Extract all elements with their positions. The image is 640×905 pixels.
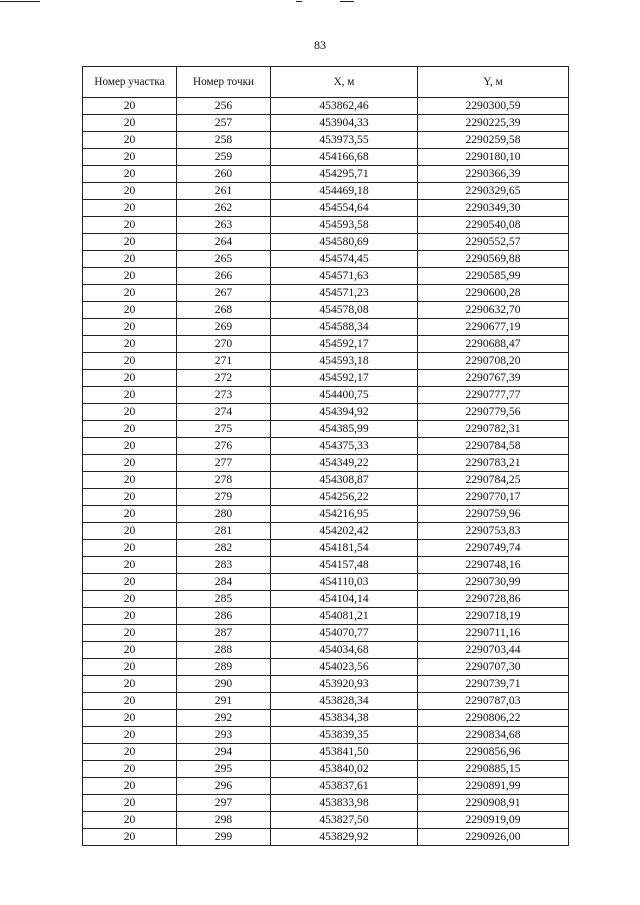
y-coordinate-cell: 2290703,44	[418, 642, 569, 659]
table-header-row	[83, 67, 569, 98]
plot-number-cell: 20	[83, 608, 177, 625]
header-x-coordinate: X, м	[271, 67, 418, 98]
point-number-cell: 283	[177, 557, 271, 574]
point-number-cell: 258	[177, 132, 271, 149]
y-coordinate-cell: 2290329,65	[418, 183, 569, 200]
x-coordinate-cell: 454166,68	[271, 149, 418, 166]
point-number-cell: 270	[177, 336, 271, 353]
table-row	[83, 693, 569, 710]
plot-number-cell: 20	[83, 659, 177, 676]
point-number-cell: 284	[177, 574, 271, 591]
point-number-cell: 263	[177, 217, 271, 234]
point-number-cell: 279	[177, 489, 271, 506]
plot-number-cell: 20	[83, 710, 177, 727]
plot-number-cell: 20	[83, 455, 177, 472]
point-number-cell: 282	[177, 540, 271, 557]
y-coordinate-cell: 2290856,96	[418, 744, 569, 761]
y-coordinate-cell: 2290708,20	[418, 353, 569, 370]
x-coordinate-cell: 453828,34	[271, 693, 418, 710]
plot-number-cell: 20	[83, 489, 177, 506]
point-number-cell: 288	[177, 642, 271, 659]
point-number-cell: 266	[177, 268, 271, 285]
point-number-cell: 281	[177, 523, 271, 540]
x-coordinate-cell: 453839,35	[271, 727, 418, 744]
table-row	[83, 676, 569, 693]
y-coordinate-cell: 2290739,71	[418, 676, 569, 693]
y-coordinate-cell: 2290632,70	[418, 302, 569, 319]
plot-number-cell: 20	[83, 217, 177, 234]
table-row	[83, 183, 569, 200]
x-coordinate-cell: 454349,22	[271, 455, 418, 472]
y-coordinate-cell: 2290180,10	[418, 149, 569, 166]
y-coordinate-cell: 2290730,99	[418, 574, 569, 591]
y-coordinate-cell: 2290759,96	[418, 506, 569, 523]
x-coordinate-cell: 454469,18	[271, 183, 418, 200]
table-row	[83, 455, 569, 472]
x-coordinate-cell: 454592,17	[271, 336, 418, 353]
table-row	[83, 404, 569, 421]
x-coordinate-cell: 454034,68	[271, 642, 418, 659]
point-number-cell: 267	[177, 285, 271, 302]
y-coordinate-cell: 2290688,47	[418, 336, 569, 353]
y-coordinate-cell: 2290767,39	[418, 370, 569, 387]
point-number-cell: 291	[177, 693, 271, 710]
plot-number-cell: 20	[83, 812, 177, 829]
plot-number-cell: 20	[83, 285, 177, 302]
y-coordinate-cell: 2290585,99	[418, 268, 569, 285]
point-number-cell: 269	[177, 319, 271, 336]
y-coordinate-cell: 2290908,91	[418, 795, 569, 812]
y-coordinate-cell: 2290259,58	[418, 132, 569, 149]
plot-number-cell: 20	[83, 693, 177, 710]
y-coordinate-cell: 2290225,39	[418, 115, 569, 132]
y-coordinate-cell: 2290753,83	[418, 523, 569, 540]
y-coordinate-cell: 2290300,59	[418, 98, 569, 115]
plot-number-cell: 20	[83, 404, 177, 421]
y-coordinate-cell: 2290552,57	[418, 234, 569, 251]
point-number-cell: 272	[177, 370, 271, 387]
x-coordinate-cell: 453833,98	[271, 795, 418, 812]
plot-number-cell: 20	[83, 353, 177, 370]
x-coordinate-cell: 454385,99	[271, 421, 418, 438]
table-row	[83, 353, 569, 370]
point-number-cell: 276	[177, 438, 271, 455]
table-row	[83, 98, 569, 115]
x-coordinate-cell: 454592,17	[271, 370, 418, 387]
point-number-cell: 278	[177, 472, 271, 489]
y-coordinate-cell: 2290784,58	[418, 438, 569, 455]
y-coordinate-cell: 2290677,19	[418, 319, 569, 336]
x-coordinate-cell: 454400,75	[271, 387, 418, 404]
point-number-cell: 286	[177, 608, 271, 625]
x-coordinate-cell: 453904,33	[271, 115, 418, 132]
y-coordinate-cell: 2290806,22	[418, 710, 569, 727]
table-row	[83, 812, 569, 829]
table-row	[83, 251, 569, 268]
table-row	[83, 115, 569, 132]
plot-number-cell: 20	[83, 557, 177, 574]
plot-number-cell: 20	[83, 778, 177, 795]
header-plot-number: Номер участка	[83, 67, 177, 98]
coordinates-table	[82, 66, 569, 846]
point-number-cell: 290	[177, 676, 271, 693]
point-number-cell: 289	[177, 659, 271, 676]
x-coordinate-cell: 454110,03	[271, 574, 418, 591]
table-row	[83, 625, 569, 642]
point-number-cell: 293	[177, 727, 271, 744]
header-y-coordinate: Y, м	[418, 67, 569, 98]
point-number-cell: 294	[177, 744, 271, 761]
y-coordinate-cell: 2290718,19	[418, 608, 569, 625]
table-row	[83, 523, 569, 540]
point-number-cell: 277	[177, 455, 271, 472]
table-body	[83, 98, 569, 846]
x-coordinate-cell: 454394,92	[271, 404, 418, 421]
plot-number-cell: 20	[83, 166, 177, 183]
y-coordinate-cell: 2290919,09	[418, 812, 569, 829]
x-coordinate-cell: 453841,50	[271, 744, 418, 761]
x-coordinate-cell: 454023,56	[271, 659, 418, 676]
plot-number-cell: 20	[83, 251, 177, 268]
plot-number-cell: 20	[83, 472, 177, 489]
y-coordinate-cell: 2290779,56	[418, 404, 569, 421]
y-coordinate-cell: 2290787,03	[418, 693, 569, 710]
y-coordinate-cell: 2290366,39	[418, 166, 569, 183]
table-row	[83, 778, 569, 795]
x-coordinate-cell: 454070,77	[271, 625, 418, 642]
page-number: 83	[314, 38, 326, 52]
plot-number-cell: 20	[83, 115, 177, 132]
point-number-cell: 268	[177, 302, 271, 319]
point-number-cell: 285	[177, 591, 271, 608]
table-row	[83, 302, 569, 319]
table-row	[83, 540, 569, 557]
y-coordinate-cell: 2290885,15	[418, 761, 569, 778]
table-row	[83, 574, 569, 591]
table-row	[83, 336, 569, 353]
point-number-cell: 298	[177, 812, 271, 829]
plot-number-cell: 20	[83, 642, 177, 659]
y-coordinate-cell: 2290784,25	[418, 472, 569, 489]
point-number-cell: 256	[177, 98, 271, 115]
top-edge-marks	[0, 0, 640, 6]
y-coordinate-cell: 2290834,68	[418, 727, 569, 744]
x-coordinate-cell: 454308,87	[271, 472, 418, 489]
y-coordinate-cell: 2290600,28	[418, 285, 569, 302]
table-row	[83, 132, 569, 149]
plot-number-cell: 20	[83, 727, 177, 744]
y-coordinate-cell: 2290782,31	[418, 421, 569, 438]
point-number-cell: 280	[177, 506, 271, 523]
table-row	[83, 557, 569, 574]
plot-number-cell: 20	[83, 523, 177, 540]
plot-number-cell: 20	[83, 438, 177, 455]
plot-number-cell: 20	[83, 98, 177, 115]
point-number-cell: 295	[177, 761, 271, 778]
plot-number-cell: 20	[83, 370, 177, 387]
y-coordinate-cell: 2290728,86	[418, 591, 569, 608]
x-coordinate-cell: 454081,21	[271, 608, 418, 625]
plot-number-cell: 20	[83, 421, 177, 438]
point-number-cell: 261	[177, 183, 271, 200]
plot-number-cell: 20	[83, 625, 177, 642]
table-row	[83, 727, 569, 744]
y-coordinate-cell: 2290770,17	[418, 489, 569, 506]
point-number-cell: 287	[177, 625, 271, 642]
point-number-cell: 260	[177, 166, 271, 183]
x-coordinate-cell: 454578,08	[271, 302, 418, 319]
x-coordinate-cell: 454574,45	[271, 251, 418, 268]
table-row	[83, 268, 569, 285]
x-coordinate-cell: 454554,64	[271, 200, 418, 217]
x-coordinate-cell: 454593,58	[271, 217, 418, 234]
x-coordinate-cell: 454593,18	[271, 353, 418, 370]
point-number-cell: 257	[177, 115, 271, 132]
table-row	[83, 285, 569, 302]
table-row	[83, 387, 569, 404]
plot-number-cell: 20	[83, 268, 177, 285]
plot-number-cell: 20	[83, 540, 177, 557]
x-coordinate-cell: 453837,61	[271, 778, 418, 795]
plot-number-cell: 20	[83, 761, 177, 778]
x-coordinate-cell: 454157,48	[271, 557, 418, 574]
table-row	[83, 829, 569, 846]
y-coordinate-cell: 2290748,16	[418, 557, 569, 574]
table-row	[83, 234, 569, 251]
point-number-cell: 292	[177, 710, 271, 727]
plot-number-cell: 20	[83, 336, 177, 353]
table-row	[83, 489, 569, 506]
plot-number-cell: 20	[83, 149, 177, 166]
plot-number-cell: 20	[83, 591, 177, 608]
y-coordinate-cell: 2290540,08	[418, 217, 569, 234]
point-number-cell: 299	[177, 829, 271, 846]
y-coordinate-cell: 2290707,30	[418, 659, 569, 676]
point-number-cell: 265	[177, 251, 271, 268]
x-coordinate-cell: 453920,93	[271, 676, 418, 693]
point-number-cell: 264	[177, 234, 271, 251]
x-coordinate-cell: 454571,23	[271, 285, 418, 302]
x-coordinate-cell: 454571,63	[271, 268, 418, 285]
table-row	[83, 421, 569, 438]
plot-number-cell: 20	[83, 183, 177, 200]
x-coordinate-cell: 454181,54	[271, 540, 418, 557]
y-coordinate-cell: 2290711,16	[418, 625, 569, 642]
x-coordinate-cell: 454580,69	[271, 234, 418, 251]
y-coordinate-cell: 2290749,74	[418, 540, 569, 557]
y-coordinate-cell: 2290349,30	[418, 200, 569, 217]
table-row	[83, 166, 569, 183]
x-coordinate-cell: 453827,50	[271, 812, 418, 829]
y-coordinate-cell: 2290569,88	[418, 251, 569, 268]
x-coordinate-cell: 453834,38	[271, 710, 418, 727]
header-point-number: Номер точки	[177, 67, 271, 98]
plot-number-cell: 20	[83, 302, 177, 319]
plot-number-cell: 20	[83, 387, 177, 404]
table-row	[83, 710, 569, 727]
plot-number-cell: 20	[83, 506, 177, 523]
table-row	[83, 659, 569, 676]
plot-number-cell: 20	[83, 795, 177, 812]
x-coordinate-cell: 453973,55	[271, 132, 418, 149]
plot-number-cell: 20	[83, 200, 177, 217]
point-number-cell: 275	[177, 421, 271, 438]
table-row	[83, 319, 569, 336]
x-coordinate-cell: 454588,34	[271, 319, 418, 336]
plot-number-cell: 20	[83, 829, 177, 846]
x-coordinate-cell: 454216,95	[271, 506, 418, 523]
table-row	[83, 642, 569, 659]
y-coordinate-cell: 2290891,99	[418, 778, 569, 795]
x-coordinate-cell: 454375,33	[271, 438, 418, 455]
table-row	[83, 744, 569, 761]
table-row	[83, 200, 569, 217]
plot-number-cell: 20	[83, 234, 177, 251]
y-coordinate-cell: 2290777,77	[418, 387, 569, 404]
point-number-cell: 262	[177, 200, 271, 217]
plot-number-cell: 20	[83, 574, 177, 591]
table-row	[83, 370, 569, 387]
table-row	[83, 795, 569, 812]
table-row	[83, 506, 569, 523]
table-row	[83, 217, 569, 234]
x-coordinate-cell: 453829,92	[271, 829, 418, 846]
x-coordinate-cell: 454202,42	[271, 523, 418, 540]
table-row	[83, 761, 569, 778]
point-number-cell: 259	[177, 149, 271, 166]
table-row	[83, 438, 569, 455]
x-coordinate-cell: 454104,14	[271, 591, 418, 608]
y-coordinate-cell: 2290783,21	[418, 455, 569, 472]
x-coordinate-cell: 454256,22	[271, 489, 418, 506]
point-number-cell: 271	[177, 353, 271, 370]
table-row	[83, 149, 569, 166]
point-number-cell: 297	[177, 795, 271, 812]
plot-number-cell: 20	[83, 744, 177, 761]
point-number-cell: 273	[177, 387, 271, 404]
plot-number-cell: 20	[83, 676, 177, 693]
x-coordinate-cell: 453862,46	[271, 98, 418, 115]
plot-number-cell: 20	[83, 132, 177, 149]
table-row	[83, 472, 569, 489]
point-number-cell: 274	[177, 404, 271, 421]
point-number-cell: 296	[177, 778, 271, 795]
table-row	[83, 591, 569, 608]
x-coordinate-cell: 453840,02	[271, 761, 418, 778]
plot-number-cell: 20	[83, 319, 177, 336]
x-coordinate-cell: 454295,71	[271, 166, 418, 183]
y-coordinate-cell: 2290926,00	[418, 829, 569, 846]
table-row	[83, 608, 569, 625]
